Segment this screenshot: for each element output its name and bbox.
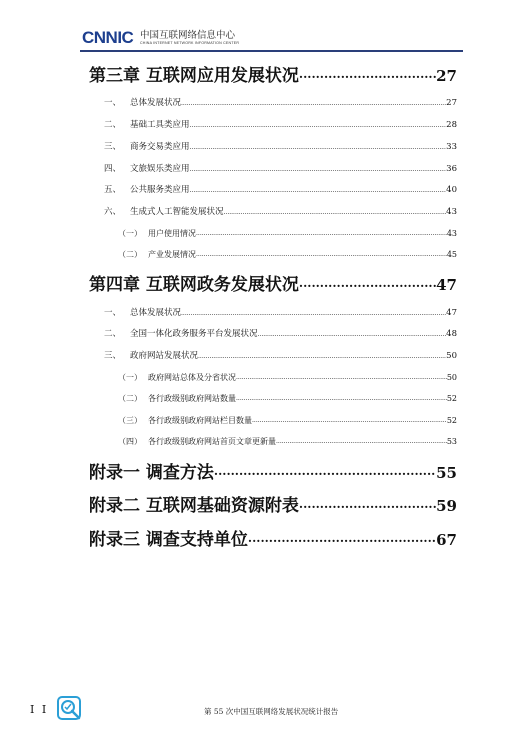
toc-leader bbox=[181, 308, 446, 319]
toc-subsection-title: 政府网站总体及分省状况 bbox=[148, 373, 236, 382]
toc-leader bbox=[276, 436, 447, 447]
toc-leader bbox=[299, 273, 436, 293]
toc-section-title: 总体发展状况 bbox=[130, 98, 182, 108]
toc-appendix-1[interactable] bbox=[89, 463, 457, 483]
toc-leader bbox=[214, 461, 436, 481]
toc-section-title: 基础工具类应用 bbox=[130, 120, 190, 130]
toc-leader bbox=[196, 228, 447, 239]
toc-leader bbox=[196, 249, 447, 260]
toc-appendix-2[interactable] bbox=[89, 496, 457, 516]
toc-section[interactable] bbox=[104, 185, 457, 196]
toc-section-title: 全国一体化政务服务平台发展状况 bbox=[130, 329, 258, 339]
toc-page-number: 43 bbox=[446, 229, 457, 238]
toc-page-number: 47 bbox=[446, 308, 457, 318]
toc-page-number: 36 bbox=[446, 164, 457, 174]
toc-leader bbox=[236, 372, 447, 383]
toc-section-number: 四、 bbox=[104, 164, 122, 174]
toc-section[interactable] bbox=[104, 120, 457, 131]
toc-chapter-3[interactable] bbox=[89, 66, 457, 86]
toc-subsection-title: 用户使用情况 bbox=[148, 229, 196, 238]
cnnic-logo: CNNIC bbox=[82, 28, 134, 47]
toc-appendix-3[interactable] bbox=[89, 530, 457, 550]
toc-section-number: 二、 bbox=[104, 120, 122, 130]
toc-leader bbox=[299, 494, 436, 514]
toc-section-number: 一、 bbox=[104, 98, 122, 108]
toc-leader bbox=[181, 98, 446, 109]
toc-leader bbox=[299, 64, 436, 84]
toc-page-number: 33 bbox=[446, 142, 457, 152]
toc-section[interactable] bbox=[104, 329, 457, 340]
org-name-en: CHINA INTERNET NETWORK INFORMATION CENTER bbox=[140, 41, 240, 45]
toc-section-title: 总体发展状况 bbox=[130, 308, 182, 318]
toc-subsection-number: （一） bbox=[118, 373, 142, 382]
toc-subsection-title: 产业发展情况 bbox=[148, 250, 196, 259]
toc-leader bbox=[190, 120, 447, 131]
toc-leader bbox=[252, 415, 447, 426]
footer-report-title: 第 55 次中国互联网络发展状况统计报告 bbox=[204, 707, 339, 716]
toc-page-number: 55 bbox=[436, 464, 457, 482]
toc-section[interactable] bbox=[104, 308, 457, 319]
toc-page-number: 48 bbox=[446, 329, 457, 339]
toc-page-number: 52 bbox=[446, 416, 457, 425]
toc-section-number: 六、 bbox=[104, 207, 122, 217]
toc-section-title: 公共服务类应用 bbox=[130, 185, 190, 195]
toc-chapter-title: 第四章 互联网政务发展状况 bbox=[89, 275, 299, 295]
toc-chapter-4[interactable] bbox=[89, 275, 457, 295]
toc-section-number: 三、 bbox=[104, 351, 122, 361]
toc-page-number: 59 bbox=[436, 497, 457, 515]
toc-subsection-number: （三） bbox=[118, 416, 142, 425]
toc-section-number: 二、 bbox=[104, 329, 122, 339]
toc-subsection-title: 各行政级别政府网站数量 bbox=[148, 394, 236, 403]
toc-subsection-number: （一） bbox=[118, 229, 142, 238]
toc-page-number: 45 bbox=[446, 250, 457, 259]
toc-leader bbox=[190, 164, 447, 175]
toc-subsection[interactable] bbox=[118, 228, 457, 239]
toc-page-number: 67 bbox=[436, 531, 457, 549]
toc-subsection-title: 各行政级别政府网站首页文章更新量 bbox=[148, 437, 276, 446]
toc-leader bbox=[190, 142, 447, 153]
toc-leader bbox=[248, 528, 436, 548]
toc-page-number: 27 bbox=[446, 98, 457, 108]
toc-page-number: 40 bbox=[446, 185, 457, 195]
toc-page-number: 47 bbox=[436, 276, 457, 294]
toc-page-number: 52 bbox=[446, 394, 457, 403]
toc-subsection-title: 各行政级别政府网站栏目数量 bbox=[148, 416, 252, 425]
toc-subsection[interactable] bbox=[118, 415, 457, 426]
toc-section-title: 政府网站发展状况 bbox=[130, 351, 199, 361]
toc-page-number: 50 bbox=[446, 373, 457, 382]
toc-appendix-title: 附录二 互联网基础资源附表 bbox=[89, 496, 299, 516]
toc-subsection-number: （二） bbox=[118, 394, 142, 403]
toc-leader bbox=[190, 185, 447, 196]
toc-leader bbox=[224, 207, 447, 218]
toc-page-number: 27 bbox=[436, 67, 457, 85]
toc-subsection-number: （四） bbox=[118, 437, 142, 446]
toc-subsection[interactable] bbox=[118, 393, 457, 404]
toc-page-number: 50 bbox=[446, 351, 457, 361]
toc-page-number: 28 bbox=[446, 120, 457, 130]
toc-section-title: 生成式人工智能发展状况 bbox=[130, 207, 224, 217]
toc-subsection[interactable] bbox=[118, 249, 457, 260]
toc-chapter-title: 第三章 互联网应用发展状况 bbox=[89, 66, 299, 86]
toc-leader bbox=[258, 329, 447, 340]
toc-section[interactable] bbox=[104, 164, 457, 175]
toc-section-title: 文旅娱乐类应用 bbox=[130, 164, 190, 174]
toc-section-number: 三、 bbox=[104, 142, 122, 152]
toc-leader bbox=[198, 351, 446, 362]
toc-appendix-title: 附录三 调查支持单位 bbox=[89, 530, 248, 550]
toc-section[interactable] bbox=[104, 207, 457, 218]
toc-page-number: 43 bbox=[446, 207, 457, 217]
footer-page-number: I I bbox=[30, 703, 49, 716]
toc-subsection[interactable] bbox=[118, 436, 457, 447]
toc-appendix-title: 附录一 调查方法 bbox=[89, 463, 214, 483]
toc-section[interactable] bbox=[104, 142, 457, 153]
toc-section-title: 商务交易类应用 bbox=[130, 142, 190, 152]
toc-section-number: 五、 bbox=[104, 185, 122, 195]
toc-section[interactable] bbox=[104, 351, 457, 362]
toc-section-number: 一、 bbox=[104, 308, 122, 318]
org-name-cn: 中国互联网络信息中心 bbox=[140, 30, 236, 41]
toc-section[interactable] bbox=[104, 98, 457, 109]
report-magnifier-icon bbox=[57, 696, 83, 722]
toc-leader bbox=[236, 393, 447, 404]
toc-page-number: 53 bbox=[446, 437, 457, 446]
toc-subsection[interactable] bbox=[118, 372, 457, 383]
toc-subsection-number: （二） bbox=[118, 250, 142, 259]
